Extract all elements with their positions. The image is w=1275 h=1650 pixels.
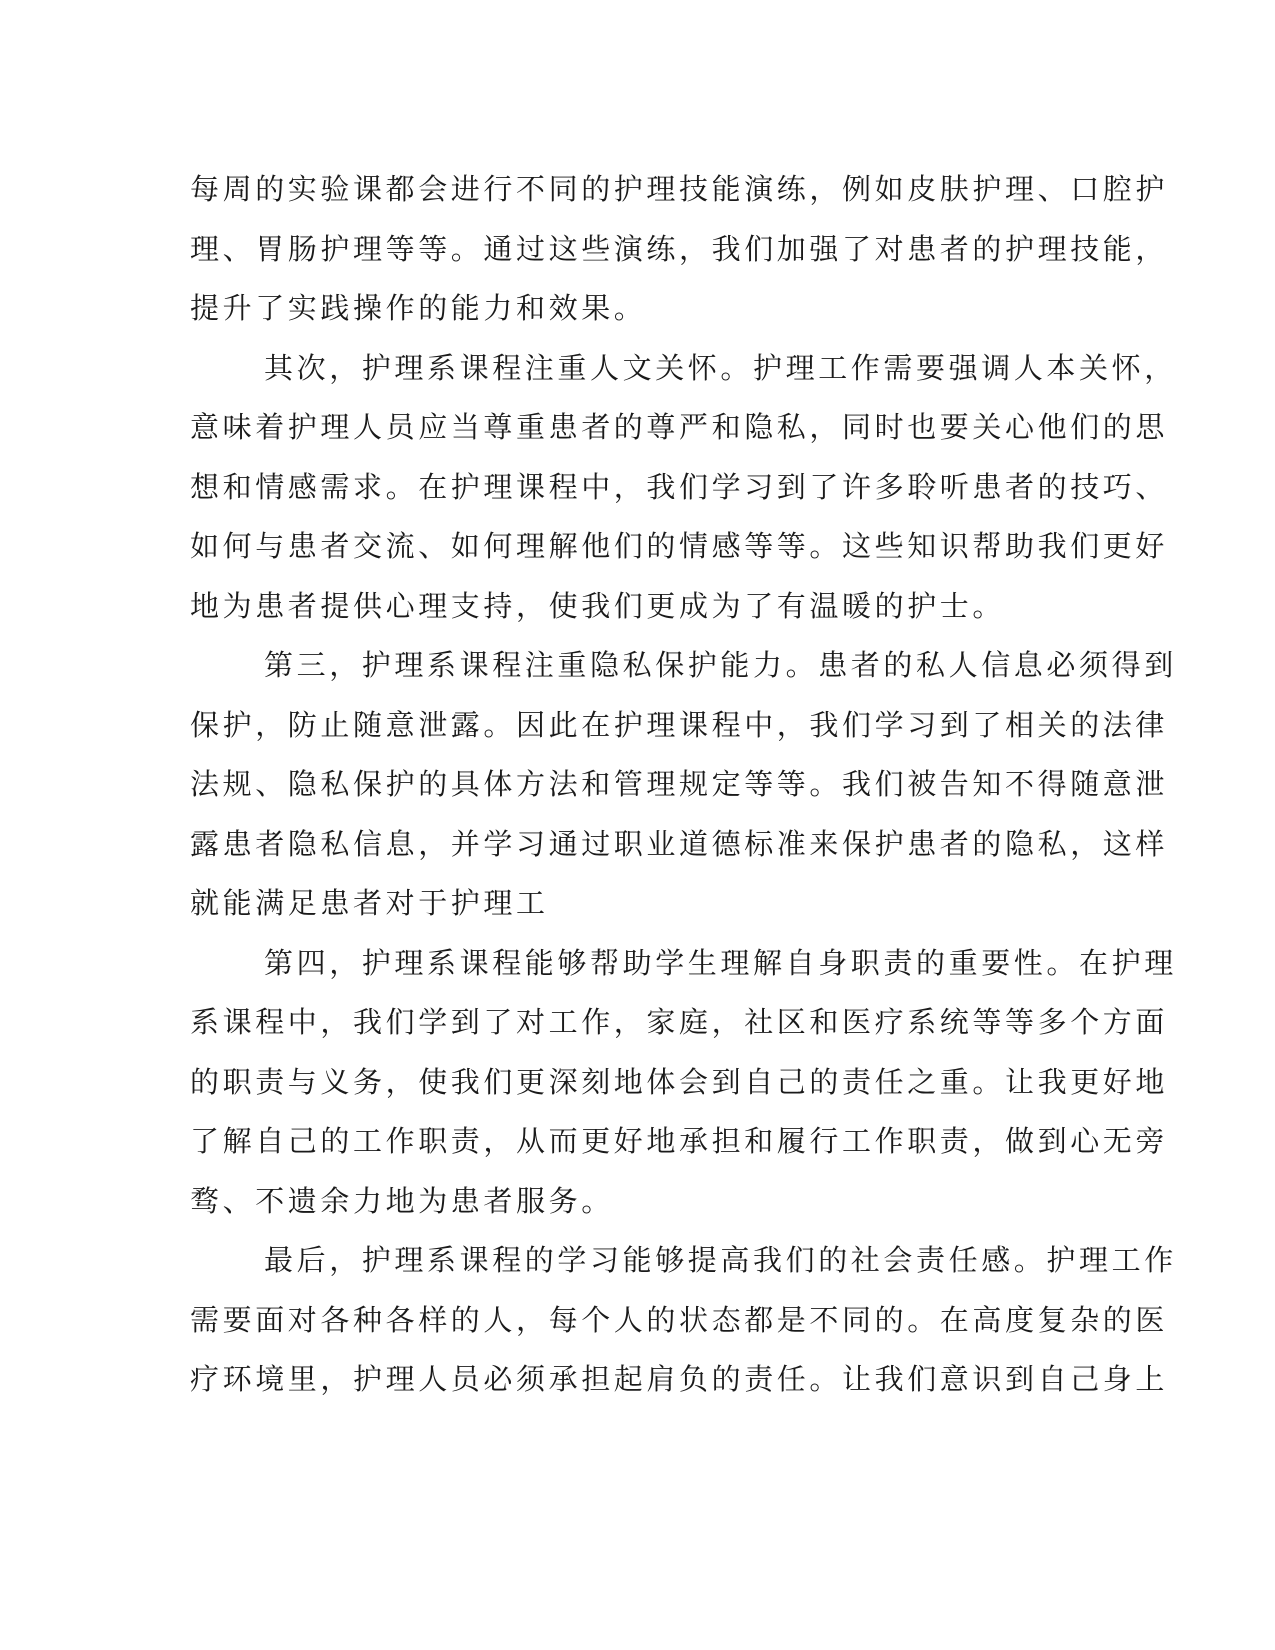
text-line: 需要面对各种各样的人，每个人的状态都是不同的。在高度复杂的医 (190, 1302, 1169, 1337)
text-line: 如何与患者交流、如何理解他们的情感等等。这些知识帮助我们更好 (190, 529, 1169, 563)
text-line: 的职责与义务，使我们更深刻地体会到自己的责任之重。让我更好地 (190, 1064, 1169, 1099)
text-line: 想和情感需求。在护理课程中，我们学习到了许多聆听患者的技巧、 (190, 469, 1169, 504)
text-line: 了解自己的工作职责，从而更好地承担和履行工作职责，做到心无旁 (190, 1124, 1169, 1158)
paragraph-start-line: 其次，护理系课程注重人文关怀。护理工作需要强调人本关怀， (264, 350, 1177, 385)
text-line: 系课程中，我们学到了对工作，家庭，社区和医疗系统等等多个方面 (190, 1005, 1169, 1039)
text-line: 意味着护理人员应当尊重患者的尊严和隐私，同时也要关心他们的思 (190, 410, 1169, 444)
text-line: 骛、不遗余力地为患者服务。 (190, 1183, 614, 1218)
text-line: 就能满足患者对于护理工 (190, 886, 549, 920)
paragraph-start-line: 第三，护理系课程注重隐私保护能力。患者的私人信息必须得到 (264, 648, 1177, 682)
text-line: 保护，防止随意泄露。因此在护理课程中，我们学习到了相关的法律 (190, 707, 1169, 742)
text-line: 提升了实践操作的能力和效果。 (190, 291, 647, 325)
paragraph-start-line: 最后，护理系课程的学习能够提高我们的社会责任感。护理工作 (264, 1243, 1177, 1277)
text-line: 理、胃肠护理等等。通过这些演练，我们加强了对患者的护理技能， (190, 231, 1169, 266)
text-line: 地为患者提供心理支持，使我们更成为了有温暖的护士。 (190, 588, 1006, 623)
text-line: 露患者隐私信息，并学习通过职业道德标准来保护患者的隐私，这样 (190, 826, 1169, 861)
text-line: 疗环境里，护理人员必须承担起肩负的责任。让我们意识到自己身上 (190, 1362, 1169, 1396)
body-text (190, 160, 1177, 1410)
text-line: 每周的实验课都会进行不同的护理技能演练，例如皮肤护理、口腔护 (190, 172, 1169, 206)
text-line: 法规、隐私保护的具体方法和管理规定等等。我们被告知不得随意泄 (190, 767, 1169, 801)
paragraph-start-line: 第四，护理系课程能够帮助学生理解自身职责的重要性。在护理 (264, 945, 1177, 980)
